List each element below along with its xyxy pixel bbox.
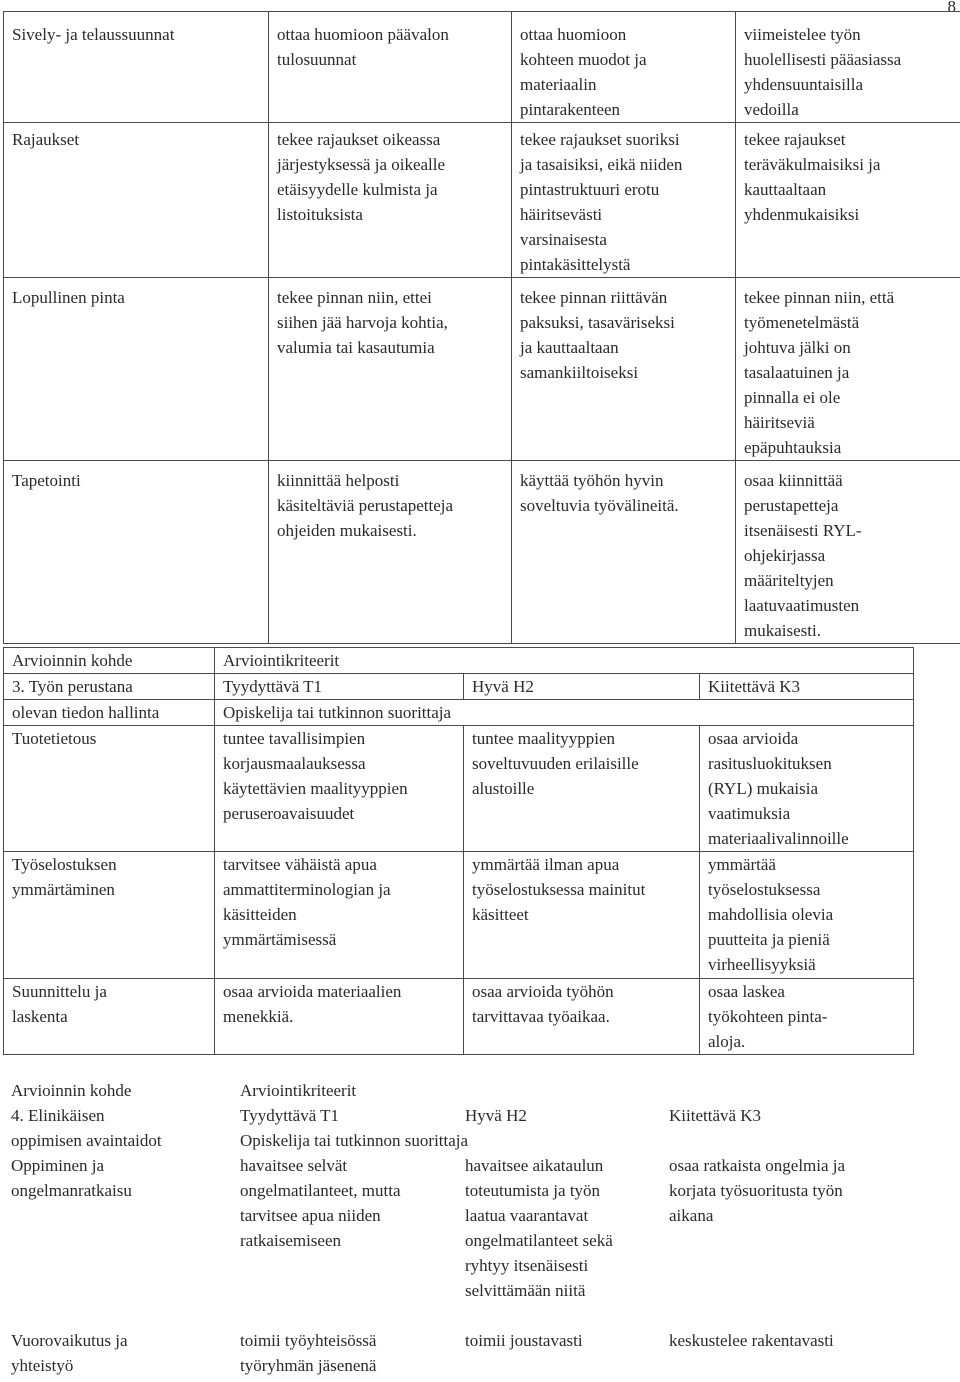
criteria-h2-cell: ymmärtää ilman apua työselostuksessa mainitut käsitteet bbox=[464, 852, 700, 979]
table-header-row bbox=[4, 648, 914, 674]
table-row bbox=[4, 278, 960, 461]
criteria-t1-cell: tekee pinnan niin, ettei siihen jää harvoja kohtia, valumia tai kasautumia bbox=[269, 278, 512, 461]
criteria-target-cell: Tapetointi bbox=[4, 461, 269, 644]
criteria-h2-cell: havaitsee aikataulun toteutumista ja työn laatua vaarantavat ongelmatilanteet sekä ryhtyy itsenäisesti selvittämään niitä bbox=[465, 1156, 613, 1300]
section-subtitle: olevan tiedon hallinta bbox=[4, 700, 215, 726]
criteria-k3-cell: tekee pinnan niin, että työmenetelmästä johtuva jälki on tasalaatuinen ja pinnalla ei ole häiritseviä epäpuhtauksia bbox=[736, 278, 960, 461]
table-header-row bbox=[3, 1128, 913, 1153]
table-header-row bbox=[4, 700, 914, 726]
table-row bbox=[4, 979, 914, 1055]
criteria-target-cell: Työselostuksen ymmärtäminen bbox=[4, 852, 215, 979]
criteria-table-continued bbox=[3, 11, 960, 644]
assessment-target-header: Arvioinnin kohde bbox=[11, 1081, 132, 1100]
criteria-table-section-4 bbox=[3, 1078, 913, 1378]
criteria-target-cell: Oppiminen ja ongelmanratkaisu bbox=[11, 1156, 132, 1200]
table-row bbox=[4, 12, 960, 123]
table-header-row bbox=[4, 674, 914, 700]
criteria-target-cell: Rajaukset bbox=[4, 123, 269, 278]
section-title: 4. Elinikäisen bbox=[11, 1106, 105, 1125]
table-row bbox=[3, 1328, 913, 1378]
section-subtitle: oppimisen avaintaidot bbox=[11, 1131, 162, 1150]
criteria-h2-cell: toimii joustavasti bbox=[465, 1331, 583, 1350]
assessment-target-header: Arvioinnin kohde bbox=[4, 648, 215, 674]
criteria-t1-cell: tarvitsee vähäistä apua ammattiterminologian ja käsitteiden ymmärtämisessä bbox=[215, 852, 464, 979]
criteria-target-cell: Lopullinen pinta bbox=[4, 278, 269, 461]
criteria-h2-cell: tekee pinnan riittävän paksuksi, tasaväriseksi ja kauttaaltaan samankiiltoiseksi bbox=[512, 278, 736, 461]
grade-t1-header: Tyydyttävä T1 bbox=[240, 1106, 340, 1125]
criteria-k3-cell: osaa ratkaista ongelmia ja korjata työsuoritusta työn aikana bbox=[669, 1156, 846, 1225]
subject-header: Opiskelija tai tutkinnon suorittaja bbox=[240, 1131, 469, 1150]
criteria-t1-cell: ottaa huomioon päävalon tulosuunnat bbox=[269, 12, 512, 123]
criteria-t1-cell: toimii työyhteisössä työryhmän jäsenenä bbox=[240, 1331, 377, 1375]
criteria-target-cell: Sively- ja telaussuunnat bbox=[4, 12, 269, 123]
table-row bbox=[4, 461, 960, 644]
criteria-h2-cell: käyttää työhön hyvin soveltuvia työvälineitä. bbox=[512, 461, 736, 644]
table-row bbox=[4, 852, 914, 979]
criteria-t1-cell: tuntee tavallisimpien korjausmaalauksessa käytettävien maalityyppien peruseroavaisuudet bbox=[215, 726, 464, 852]
criteria-h2-cell: ottaa huomioon kohteen muodot ja materiaalin pintarakenteen bbox=[512, 12, 736, 123]
criteria-target-cell: Tuotetietous bbox=[4, 726, 215, 852]
grade-h2-header: Hyvä H2 bbox=[464, 674, 700, 700]
criteria-k3-cell: osaa kiinnittää perustapetteja itsenäisesti RYL- ohjekirjassa määriteltyjen laatuvaatimusten mukaisesti. bbox=[736, 461, 960, 644]
criteria-table-section-3 bbox=[3, 647, 914, 1055]
grade-h2-header: Hyvä H2 bbox=[465, 1106, 527, 1125]
table-header-row bbox=[3, 1078, 913, 1103]
criteria-k3-cell: ymmärtää työselostuksessa mahdollisia olevia puutteita ja pieniä virheellisyyksiä bbox=[700, 852, 914, 979]
table-row bbox=[4, 726, 914, 852]
table-row bbox=[4, 123, 960, 278]
criteria-t1-cell: havaitsee selvät ongelmatilanteet, mutta tarvitsee apua niiden ratkaisemiseen bbox=[240, 1156, 401, 1250]
criteria-k3-cell: osaa laskea työkohteen pinta- aloja. bbox=[700, 979, 914, 1055]
grade-t1-header: Tyydyttävä T1 bbox=[215, 674, 464, 700]
assessment-criteria-header: Arviointikriteerit bbox=[240, 1081, 357, 1100]
criteria-h2-cell: osaa arvioida työhön tarvittavaa työaikaa. bbox=[464, 979, 700, 1055]
criteria-k3-cell: viimeistelee työn huolellisesti pääasiassa yhdensuuntaisilla vedoilla bbox=[736, 12, 960, 123]
table-header-row bbox=[3, 1103, 913, 1128]
section-title: 3. Työn perustana bbox=[4, 674, 215, 700]
criteria-t1-cell: osaa arvioida materiaalien menekkiä. bbox=[215, 979, 464, 1055]
criteria-t1-cell: kiinnittää helposti käsiteltäviä perustapetteja ohjeiden mukaisesti. bbox=[269, 461, 512, 644]
criteria-k3-cell: tekee rajaukset teräväkulmaisiksi ja kauttaaltaan yhdenmukaisiksi bbox=[736, 123, 960, 278]
criteria-t1-cell: tekee rajaukset oikeassa järjestyksessä ja oikealle etäisyydelle kulmista ja listoituksista bbox=[269, 123, 512, 278]
table-row bbox=[3, 1153, 913, 1328]
page-number: 8 bbox=[947, 0, 956, 16]
criteria-target-cell: Vuorovaikutus ja yhteistyö bbox=[11, 1331, 128, 1375]
criteria-target-cell: Suunnittelu ja laskenta bbox=[4, 979, 215, 1055]
subject-header: Opiskelija tai tutkinnon suorittaja bbox=[215, 700, 914, 726]
grade-k3-header: Kiitettävä K3 bbox=[700, 674, 914, 700]
grade-k3-header: Kiitettävä K3 bbox=[669, 1106, 762, 1125]
assessment-criteria-header: Arviointikriteerit bbox=[215, 648, 914, 674]
criteria-k3-cell: keskustelee rakentavasti bbox=[669, 1331, 834, 1350]
criteria-k3-cell: osaa arvioida rasitusluokituksen (RYL) mukaisia vaatimuksia materiaalivalinnoille bbox=[700, 726, 914, 852]
criteria-h2-cell: tuntee maalityyppien soveltuvuuden erilaisille alustoille bbox=[464, 726, 700, 852]
criteria-h2-cell: tekee rajaukset suoriksi ja tasaisiksi, eikä niiden pintastruktuuri erotu häiritsevästi varsinaisesta pintakäsittelystä bbox=[512, 123, 736, 278]
